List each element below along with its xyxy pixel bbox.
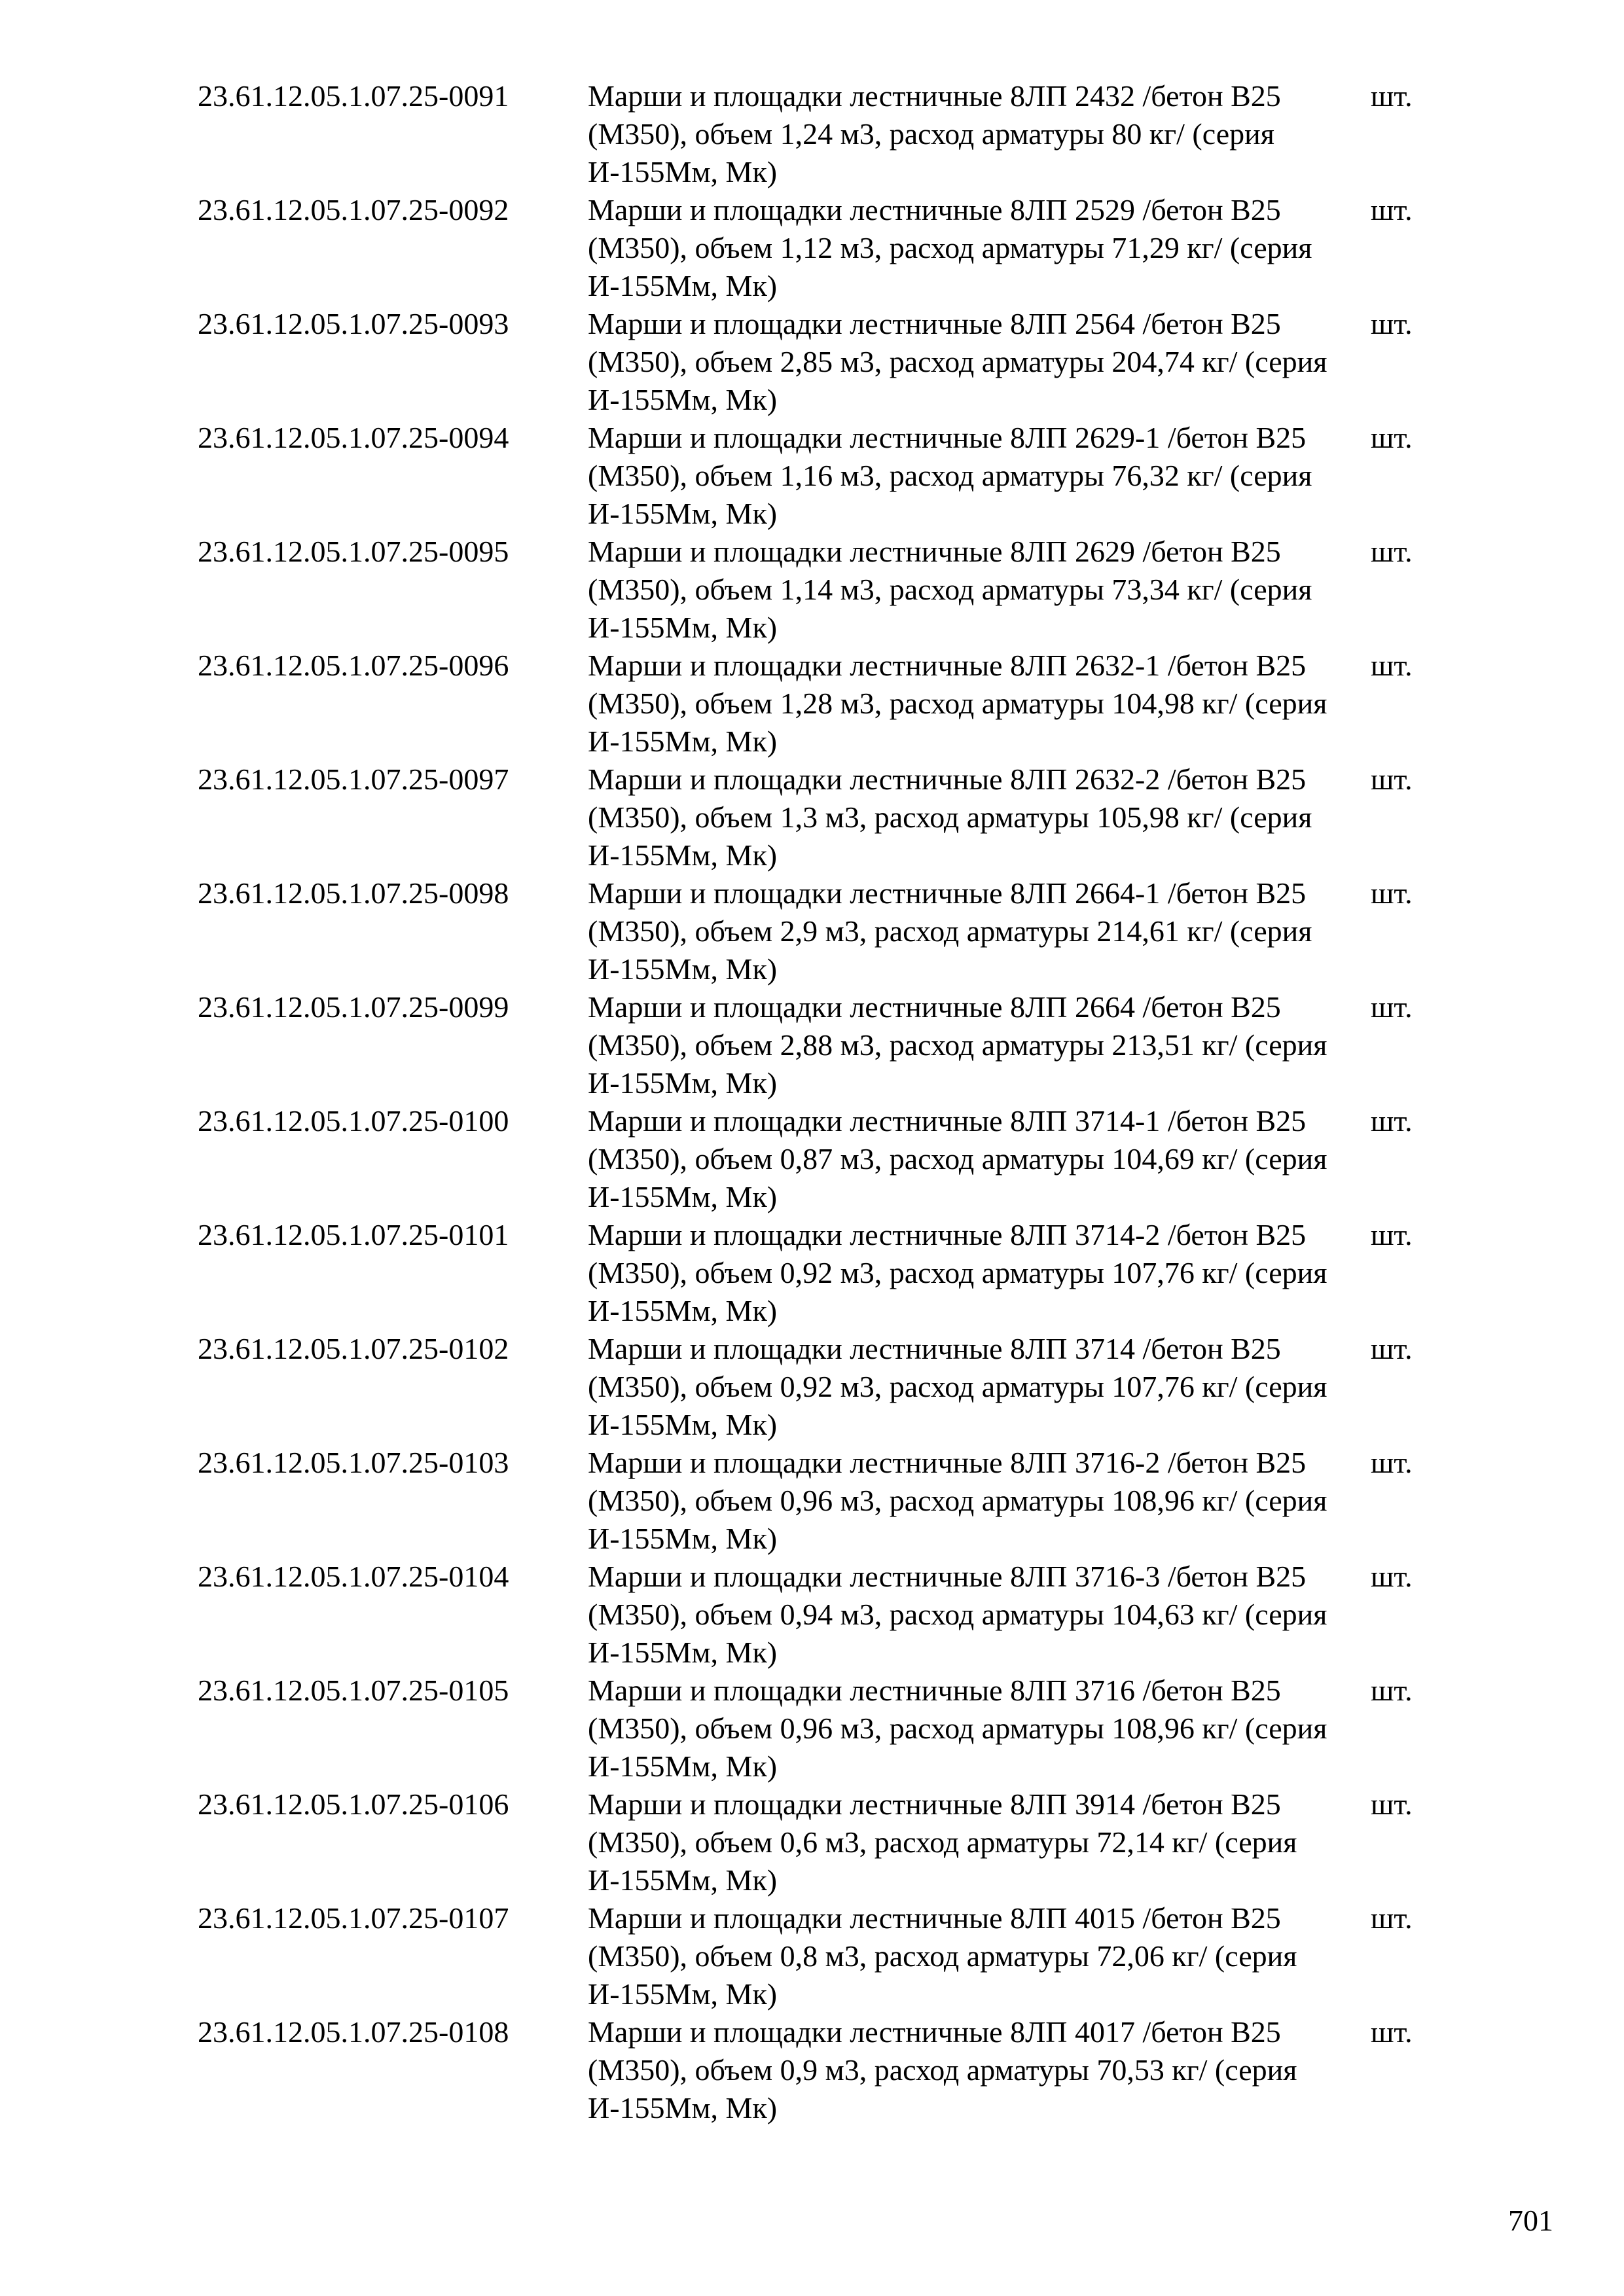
item-unit: шт. (1371, 193, 1413, 226)
price-list-table (198, 77, 1428, 2127)
item-code: 23.61.12.05.1.07.25-0092 (198, 193, 509, 226)
table-row (198, 191, 1428, 305)
item-code: 23.61.12.05.1.07.25-0099 (198, 990, 509, 1024)
item-code: 23.61.12.05.1.07.25-0093 (198, 307, 509, 340)
item-description: Марши и площадки лестничные 8ЛП 2629 /бетон В25 (М350), объем 1,14 м3, расход арматуры 73,34 кг/ (серия И-155Мм, Мк) (588, 535, 1312, 644)
item-code: 23.61.12.05.1.07.25-0094 (198, 421, 509, 454)
item-unit: шт. (1371, 1218, 1413, 1251)
item-unit: шт. (1371, 307, 1413, 340)
table-row (198, 1899, 1428, 2013)
table-row (198, 874, 1428, 988)
item-unit: шт. (1371, 1901, 1413, 1935)
table-row (198, 647, 1428, 761)
item-description: Марши и площадки лестничные 8ЛП 3914 /бетон В25 (М350), объем 0,6 м3, расход арматуры 72,14 кг/ (серия И-155Мм, Мк) (588, 1787, 1297, 1897)
table-row (198, 988, 1428, 1102)
item-code: 23.61.12.05.1.07.25-0091 (198, 79, 509, 113)
item-code: 23.61.12.05.1.07.25-0107 (198, 1901, 509, 1935)
item-code: 23.61.12.05.1.07.25-0108 (198, 2015, 509, 2049)
item-description: Марши и площадки лестничные 8ЛП 2432 /бетон В25 (М350), объем 1,24 м3, расход арматуры 80 кг/ (серия И-155Мм, Мк) (588, 79, 1281, 188)
table-row (198, 1330, 1428, 1444)
item-unit: шт. (1371, 1674, 1413, 1707)
table-row (198, 1785, 1428, 1899)
item-unit: шт. (1371, 649, 1413, 682)
page-number: 701 (1508, 2204, 1553, 2237)
item-description: Марши и площадки лестничные 8ЛП 2632-1 /бетон В25 (М350), объем 1,28 м3, расход арматуры 104,98 кг/ (серия И-155Мм, Мк) (588, 649, 1327, 758)
table-row (198, 305, 1428, 419)
item-description: Марши и площадки лестничные 8ЛП 2529 /бетон В25 (М350), объем 1,12 м3, расход арматуры 71,29 кг/ (серия И-155Мм, Мк) (588, 193, 1312, 302)
item-unit: шт. (1371, 1560, 1413, 1593)
item-unit: шт. (1371, 1332, 1413, 1365)
item-unit: шт. (1371, 1104, 1413, 1138)
item-unit: шт. (1371, 1446, 1413, 1479)
table-row (198, 1444, 1428, 1558)
item-code: 23.61.12.05.1.07.25-0102 (198, 1332, 509, 1365)
item-code: 23.61.12.05.1.07.25-0101 (198, 1218, 509, 1251)
item-unit: шт. (1371, 1787, 1413, 1821)
item-description: Марши и площадки лестничные 8ЛП 2632-2 /бетон В25 (М350), объем 1,3 м3, расход арматуры 105,98 кг/ (серия И-155Мм, Мк) (588, 762, 1312, 872)
item-code: 23.61.12.05.1.07.25-0105 (198, 1674, 509, 1707)
item-code: 23.61.12.05.1.07.25-0095 (198, 535, 509, 568)
table-row (198, 1672, 1428, 1785)
item-code: 23.61.12.05.1.07.25-0104 (198, 1560, 509, 1593)
item-unit: шт. (1371, 762, 1413, 796)
table-row (198, 419, 1428, 533)
item-description: Марши и площадки лестничные 8ЛП 2629-1 /бетон В25 (М350), объем 1,16 м3, расход арматуры 76,32 кг/ (серия И-155Мм, Мк) (588, 421, 1312, 530)
item-unit: шт. (1371, 535, 1413, 568)
table-row (198, 1558, 1428, 1672)
item-description: Марши и площадки лестничные 8ЛП 2564 /бетон В25 (М350), объем 2,85 м3, расход арматуры 204,74 кг/ (серия И-155Мм, Мк) (588, 307, 1327, 416)
item-description: Марши и площадки лестничные 8ЛП 3714 /бетон В25 (М350), объем 0,92 м3, расход арматуры 107,76 кг/ (серия И-155Мм, Мк) (588, 1332, 1327, 1441)
item-unit: шт. (1371, 79, 1413, 113)
table-row (198, 1102, 1428, 1216)
item-description: Марши и площадки лестничные 8ЛП 3714-2 /бетон В25 (М350), объем 0,92 м3, расход арматуры 107,76 кг/ (серия И-155Мм, Мк) (588, 1218, 1327, 1327)
item-code: 23.61.12.05.1.07.25-0103 (198, 1446, 509, 1479)
table-row (198, 533, 1428, 647)
item-description: Марши и площадки лестничные 8ЛП 3716 /бетон В25 (М350), объем 0,96 м3, расход арматуры 108,96 кг/ (серия И-155Мм, Мк) (588, 1674, 1327, 1783)
table-row (198, 2013, 1428, 2127)
item-description: Марши и площадки лестничные 8ЛП 3716-2 /бетон В25 (М350), объем 0,96 м3, расход арматуры 108,96 кг/ (серия И-155Мм, Мк) (588, 1446, 1327, 1555)
item-code: 23.61.12.05.1.07.25-0100 (198, 1104, 509, 1138)
item-unit: шт. (1371, 421, 1413, 454)
item-code: 23.61.12.05.1.07.25-0098 (198, 876, 509, 910)
item-description: Марши и площадки лестничные 8ЛП 4017 /бетон В25 (М350), объем 0,9 м3, расход арматуры 70,53 кг/ (серия И-155Мм, Мк) (588, 2015, 1297, 2125)
table-row (198, 77, 1428, 191)
item-description: Марши и площадки лестничные 8ЛП 3714-1 /бетон В25 (М350), объем 0,87 м3, расход арматуры 104,69 кг/ (серия И-155Мм, Мк) (588, 1104, 1327, 1213)
item-unit: шт. (1371, 876, 1413, 910)
item-unit: шт. (1371, 990, 1413, 1024)
item-description: Марши и площадки лестничные 8ЛП 3716-3 /бетон В25 (М350), объем 0,94 м3, расход арматуры 104,63 кг/ (серия И-155Мм, Мк) (588, 1560, 1327, 1669)
item-code: 23.61.12.05.1.07.25-0096 (198, 649, 509, 682)
item-description: Марши и площадки лестничные 8ЛП 2664 /бетон В25 (М350), объем 2,88 м3, расход арматуры 213,51 кг/ (серия И-155Мм, Мк) (588, 990, 1327, 1100)
item-description: Марши и площадки лестничные 8ЛП 2664-1 /бетон В25 (М350), объем 2,9 м3, расход арматуры 214,61 кг/ (серия И-155Мм, Мк) (588, 876, 1312, 986)
table-row (198, 1216, 1428, 1330)
table-row (198, 761, 1428, 874)
item-description: Марши и площадки лестничные 8ЛП 4015 /бетон В25 (М350), объем 0,8 м3, расход арматуры 72,06 кг/ (серия И-155Мм, Мк) (588, 1901, 1297, 2011)
item-code: 23.61.12.05.1.07.25-0097 (198, 762, 509, 796)
item-unit: шт. (1371, 2015, 1413, 2049)
item-code: 23.61.12.05.1.07.25-0106 (198, 1787, 509, 1821)
